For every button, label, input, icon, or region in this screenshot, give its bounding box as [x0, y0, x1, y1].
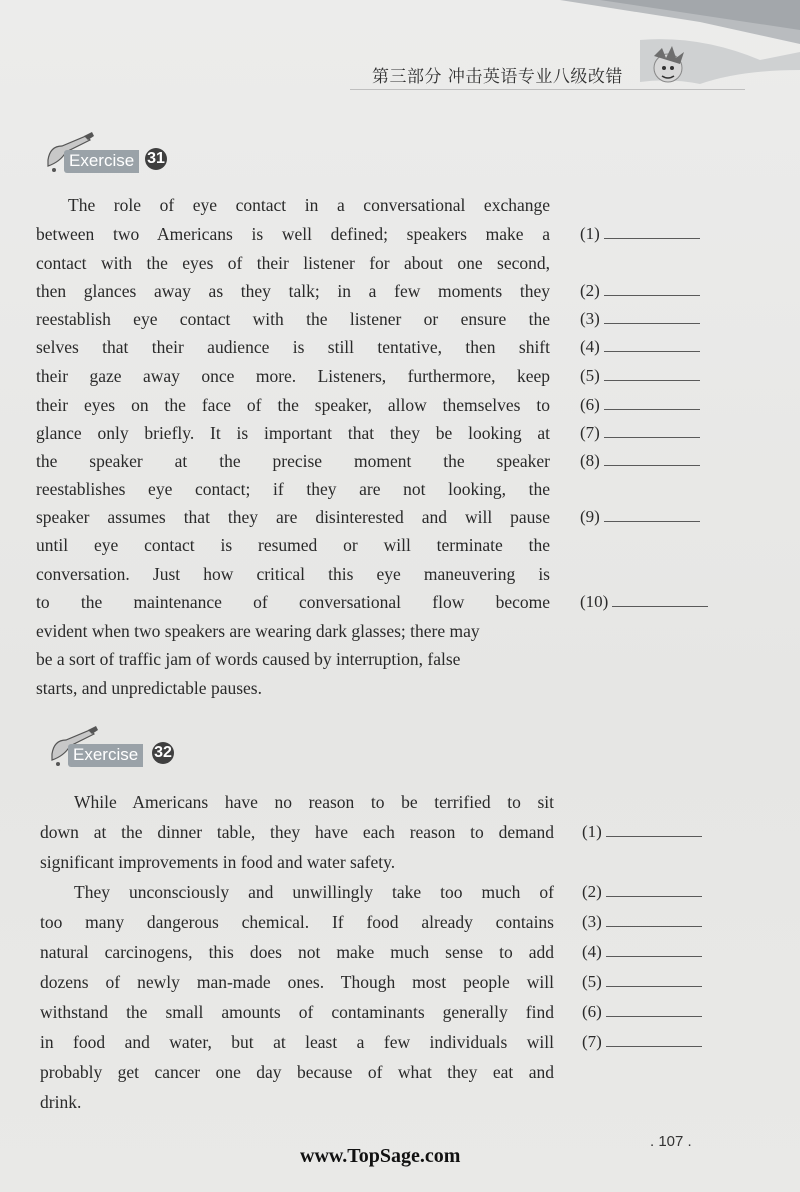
blank-number: (6) [582, 1002, 602, 1021]
website-footer: www.TopSage.com [300, 1145, 461, 1167]
answer-blank[interactable] [582, 1002, 702, 1022]
blank-line [604, 437, 700, 438]
answer-blank[interactable] [580, 224, 700, 244]
blank-line [604, 351, 700, 352]
blank-line [606, 926, 702, 927]
answer-blank[interactable] [580, 423, 700, 443]
header-title: 第三部分 冲击英语专业八级改错 [372, 67, 623, 87]
blank-number: (4) [582, 942, 602, 961]
blank-number: (5) [580, 366, 600, 385]
exercise-number: 32 [152, 742, 174, 764]
answer-blank[interactable] [580, 281, 700, 301]
blank-line [606, 986, 702, 987]
blank-number: (9) [580, 507, 600, 526]
answer-blank[interactable] [580, 507, 700, 527]
answer-blank[interactable] [582, 1032, 702, 1052]
passage-line: glance only briefly. It is important that they be looking at [36, 423, 550, 443]
passage-line: their eyes on the face of the speaker, allow themselves to [36, 395, 550, 415]
blank-number: (3) [580, 309, 600, 328]
blank-line [606, 956, 702, 957]
blank-number: (3) [582, 912, 602, 931]
passage-line: down at the dinner table, they have each reason to demand [40, 822, 554, 842]
blank-line [606, 836, 702, 837]
blank-line [604, 521, 700, 522]
answer-blank[interactable] [580, 337, 700, 357]
blank-line [604, 465, 700, 466]
page-number: . 107 . [650, 1133, 692, 1150]
answer-blank[interactable] [580, 592, 708, 612]
blank-number: (4) [580, 337, 600, 356]
passage-line: between two Americans is well defined; speakers make a [36, 224, 550, 244]
passage-line: They unconsciously and unwillingly take too much of [74, 882, 554, 902]
answer-blank[interactable] [580, 309, 700, 329]
answer-blank[interactable] [582, 972, 702, 992]
passage-line: withstand the small amounts of contaminants generally find [40, 1002, 554, 1022]
passage-line: dozens of newly man-made ones. Though most people will [40, 972, 554, 992]
blank-line [604, 380, 700, 381]
blank-line [606, 1046, 702, 1047]
blank-line [612, 606, 708, 607]
blank-line [604, 409, 700, 410]
passage-line: in food and water, but at least a few individuals will [40, 1032, 554, 1052]
blank-number: (10) [580, 592, 609, 611]
answer-blank[interactable] [580, 395, 700, 415]
answer-blank[interactable] [582, 942, 702, 962]
passage-line: until eye contact is resumed or will terminate the [36, 535, 550, 555]
blank-number: (8) [580, 451, 600, 470]
blank-line [604, 295, 700, 296]
passage-line: natural carcinogens, this does not make much sense to add [40, 942, 554, 962]
blank-number: (2) [580, 281, 600, 300]
passage-line: starts, and unpredictable pauses. [36, 678, 262, 698]
header-divider [350, 89, 745, 90]
blank-line [606, 1016, 702, 1017]
passage-line: speaker assumes that they are disinterested and will pause [36, 507, 550, 527]
answer-blank[interactable] [582, 882, 702, 902]
passage-line: to the maintenance of conversational flow become [36, 592, 550, 612]
blank-number: (1) [582, 822, 602, 841]
passage-line: be a sort of traffic jam of words caused by interruption, false [36, 649, 461, 669]
blank-number: (6) [580, 395, 600, 414]
answer-blank[interactable] [580, 451, 700, 471]
answer-blank[interactable] [582, 822, 702, 842]
blank-number: (1) [580, 224, 600, 243]
passage-line: The role of eye contact in a conversational exchange [68, 195, 550, 215]
exercise-31-heading [40, 132, 200, 176]
passage-line: drink. [40, 1092, 82, 1112]
blank-line [604, 238, 700, 239]
blank-line [606, 896, 702, 897]
passage-line: significant improvements in food and water safety. [40, 852, 396, 872]
passage-line: reestablish eye contact with the listener or ensure the [36, 309, 550, 329]
blank-number: (7) [582, 1032, 602, 1051]
passage-line: selves that their audience is still tentative, then shift [36, 337, 550, 357]
exercise-32-heading [44, 726, 204, 770]
blank-number: (7) [580, 423, 600, 442]
passage-line: then glances away as they talk; in a few moments they [36, 281, 550, 301]
answer-blank[interactable] [580, 366, 700, 386]
exercise-label: Exercise [64, 150, 139, 173]
passage-line: conversation. Just how critical this eye maneuvering is [36, 564, 550, 584]
passage-line: the speaker at the precise moment the speaker [36, 451, 550, 471]
passage-line: contact with the eyes of their listener for about one second, [36, 253, 550, 273]
blank-number: (2) [582, 882, 602, 901]
blank-number: (5) [582, 972, 602, 991]
blank-line [604, 323, 700, 324]
passage-line: evident when two speakers are wearing dark glasses; there may [36, 621, 480, 641]
passage-line: While Americans have no reason to be terrified to sit [74, 792, 554, 812]
answer-blank[interactable] [582, 912, 702, 932]
passage-line: reestablishes eye contact; if they are not looking, the [36, 479, 550, 499]
exercise-number: 31 [145, 148, 167, 170]
passage-line: too many dangerous chemical. If food already contains [40, 912, 554, 932]
passage-line: probably get cancer one day because of what they eat and [40, 1062, 554, 1082]
exercise-label: Exercise [68, 744, 143, 767]
passage-line: their gaze away once more. Listeners, furthermore, keep [36, 366, 550, 386]
